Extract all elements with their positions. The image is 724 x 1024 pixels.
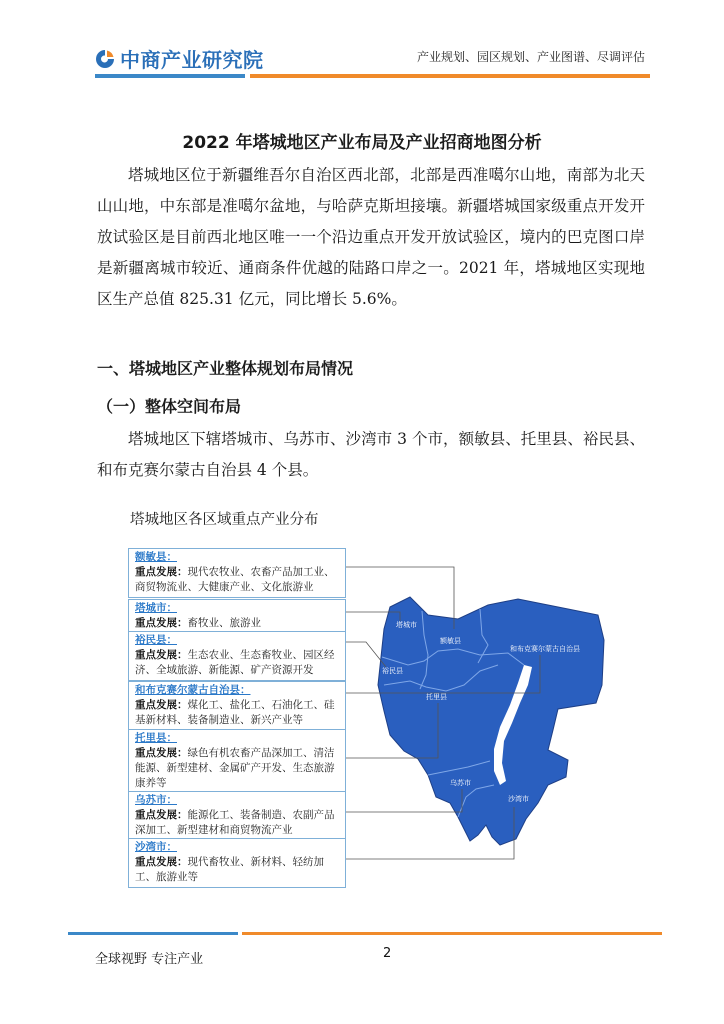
- focus-text: 绿色有机农畜产品深加工、清洁能源、新型建材、金属矿产开发、生态旅游康养等: [135, 747, 335, 789]
- page-header: [0, 0, 724, 90]
- region-name: 裕民县：: [135, 634, 177, 646]
- figure-caption: 塔城地区各区域重点产业分布: [130, 512, 319, 528]
- map-label-hebukesaier: 和布克赛尔蒙古自治县: [510, 645, 580, 653]
- logo-text: 中商产业研究院: [120, 48, 264, 72]
- logo-mark-icon: [94, 48, 116, 70]
- focus-text: 现代农牧业、农畜产品加工业、商贸物流业、大健康产业、文化旅游业: [135, 566, 335, 593]
- focus-text: 现代畜牧业、新材料、轻纺加工、旅游业等: [135, 856, 324, 883]
- focus-label: 重点发展：: [135, 747, 188, 759]
- header-divider-orange: [250, 74, 650, 78]
- map-label-emin: 额敏县: [440, 637, 461, 645]
- industry-map-figure: [128, 545, 608, 885]
- region-box-emin: [128, 548, 346, 598]
- focus-label: 重点发展：: [135, 809, 188, 821]
- header-divider-blue: [95, 74, 245, 78]
- region-name: 额敏县：: [135, 551, 177, 563]
- focus-label: 重点发展：: [135, 566, 188, 578]
- region-box-wusu: [128, 791, 346, 841]
- map-label-wusu: 乌苏市: [450, 779, 471, 787]
- map-label-tuoli: 托里县: [426, 693, 447, 701]
- header-tagline: 产业规划、园区规划、产业图谱、尽调评估: [416, 50, 645, 64]
- region-box-shawan: [128, 838, 346, 888]
- page-title: 2022 年塔城地区产业布局及产业招商地图分析: [182, 133, 542, 153]
- logo: [94, 44, 264, 73]
- map-label-yumin: 裕民县: [382, 667, 403, 675]
- map-label-tacheng: 塔城市: [396, 621, 417, 629]
- region-name: 沙湾市：: [135, 841, 177, 853]
- region-map-shape: [378, 597, 604, 845]
- layout-paragraph: 塔城地区下辖塔城市、乌苏市、沙湾市 3 个市，额敏县、托里县、裕民县、和布克赛尔蒙古自治县 4 个县。: [97, 430, 645, 479]
- subsection-heading: （一）整体空间布局: [97, 397, 242, 416]
- focus-label: 重点发展：: [135, 699, 188, 711]
- region-box-yumin: [128, 631, 346, 681]
- footer-divider-blue: [68, 932, 238, 935]
- region-box-hebukesaier: [128, 681, 346, 731]
- region-box-tacheng: [128, 599, 346, 634]
- region-name: 和布克赛尔蒙古自治县：: [135, 684, 251, 696]
- region-name: 托里县：: [135, 732, 177, 744]
- focus-text: 煤化工、盐化工、石油化工、硅基新材料、装备制造业、新兴产业等: [135, 699, 335, 726]
- focus-text: 生态农业、生态畜牧业、园区经济、全域旅游、新能源、矿产资源开发: [135, 649, 335, 676]
- focus-text: 能源化工、装备制造、农副产品深加工、新型建材和商贸物流产业: [135, 809, 335, 836]
- focus-label: 重点发展：: [135, 649, 188, 661]
- region-name: 乌苏市：: [135, 794, 177, 806]
- focus-label: 重点发展：: [135, 617, 188, 629]
- focus-text: 畜牧业、旅游业: [187, 617, 261, 629]
- section-heading: 一、塔城地区产业整体规划布局情况: [97, 359, 354, 378]
- map-label-shawan: 沙湾市: [508, 795, 529, 803]
- page-number: 2: [383, 946, 392, 961]
- footer-slogan: 全球视野 专注产业: [95, 952, 204, 967]
- region-name: 塔城市：: [135, 602, 177, 614]
- region-box-tuoli: [128, 729, 346, 794]
- intro-paragraph: 塔城地区位于新疆维吾尔自治区西北部，北部是西准噶尔山地，南部为北天山山地，中东部是准噶尔盆地，与哈萨克斯坦接壤。新疆塔城国家级重点开发开放试验区是目前西北地区唯一一个沿边重点开发开放试验区，境内的巴克图口岸是新疆离城市较近、通商条件优越的陆路口岸之一。2021 年，塔城地区实现地区生产总值 825.31 亿元，同比增长 5.6%。: [97, 166, 645, 308]
- footer-divider-orange: [242, 932, 662, 935]
- focus-label: 重点发展：: [135, 856, 188, 868]
